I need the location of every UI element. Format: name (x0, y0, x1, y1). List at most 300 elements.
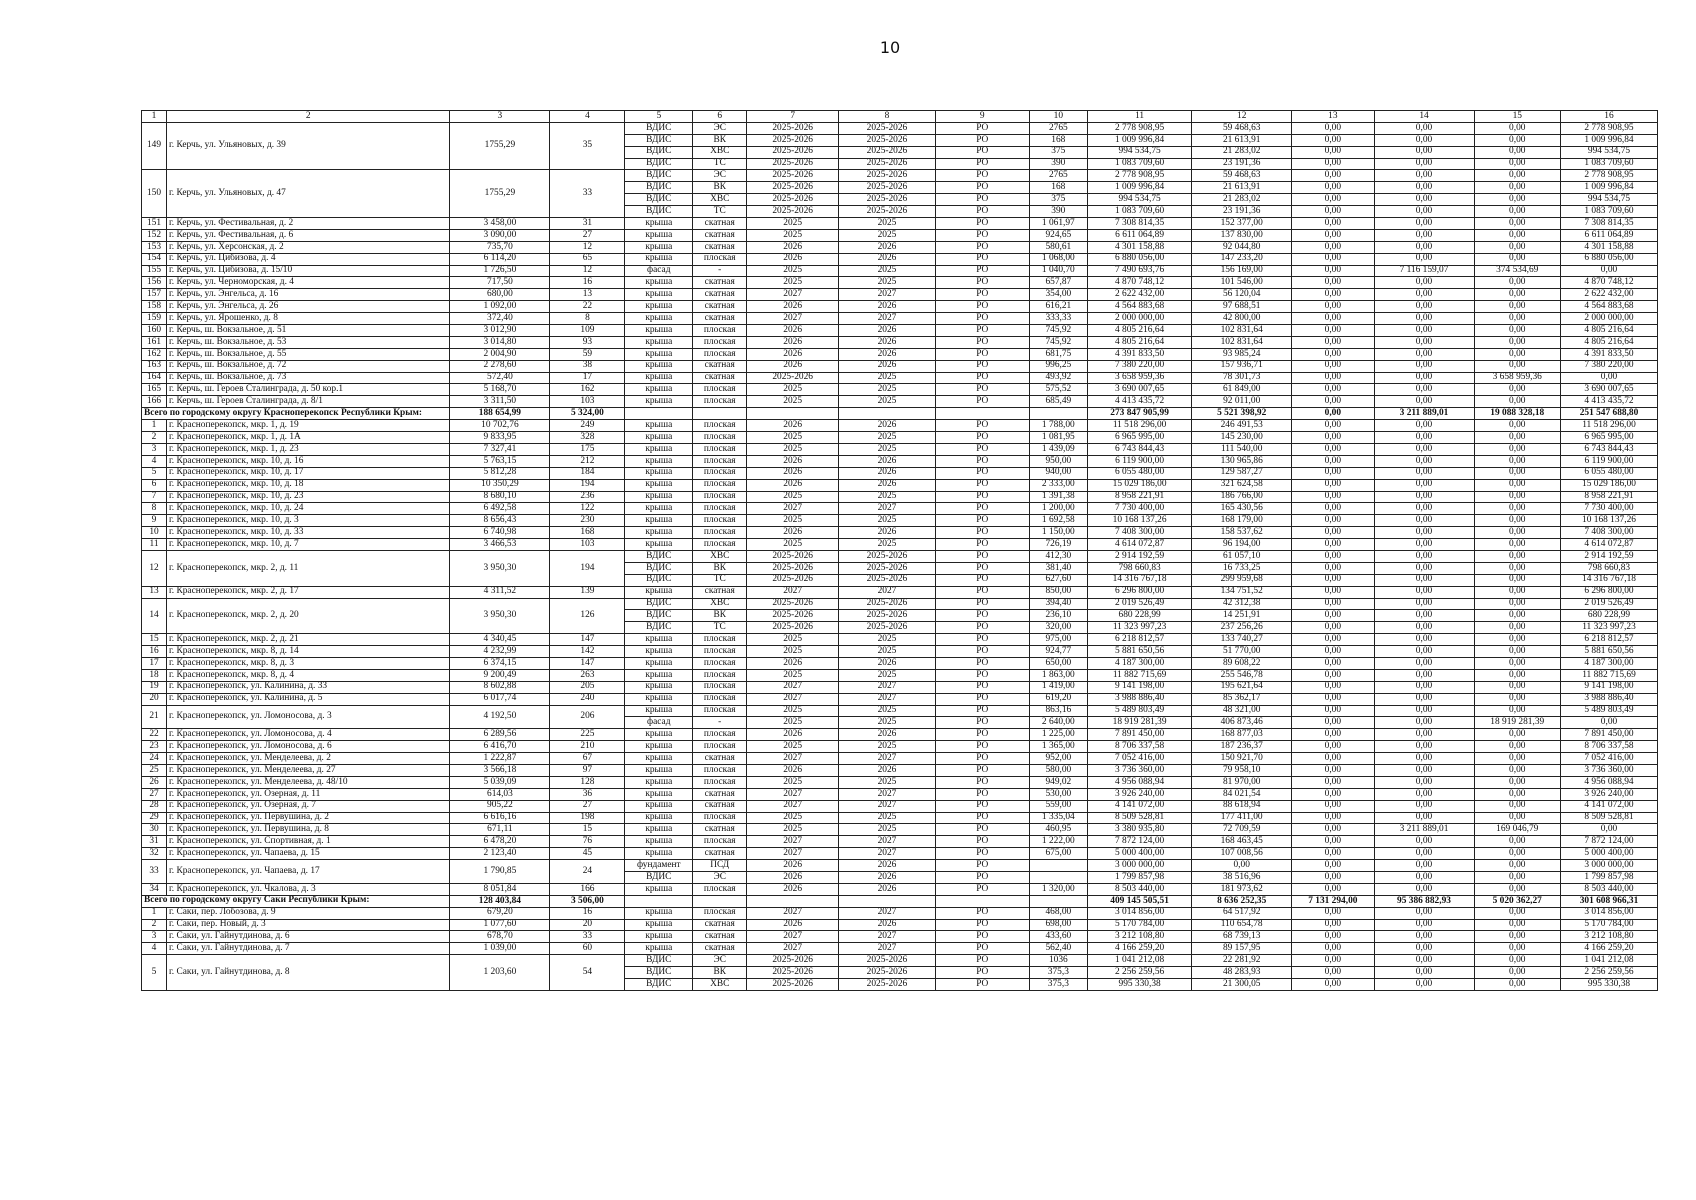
cell-source: РО (935, 443, 1029, 455)
cell-source: РО (935, 931, 1029, 943)
cell-cost-14: 0,00 (1374, 146, 1474, 158)
cell-residents: 35 (550, 122, 625, 170)
cell-year-end: 2027 (839, 693, 936, 705)
cell-element: ВДИС (625, 872, 693, 884)
cell-year-end: 2026 (839, 336, 936, 348)
cell-element: крыша (625, 824, 693, 836)
cell-cost-16: 1 799 857,98 (1560, 872, 1657, 884)
cell-cost-14: 0,00 (1374, 622, 1474, 634)
column-header-6: 6 (693, 111, 747, 123)
cell-source: РО (935, 705, 1029, 717)
cell-cost-13: 0,00 (1292, 241, 1374, 253)
cell-subtype: плоская (693, 503, 747, 515)
cell-year-end: 2025-2026 (839, 158, 936, 170)
cell-cost-13: 0,00 (1292, 467, 1374, 479)
cell-element: крыша (625, 336, 693, 348)
cell-source: РО (935, 919, 1029, 931)
cell-cost-15: 18 919 281,39 (1474, 717, 1560, 729)
cell-cost-14: 7 116 159,07 (1374, 265, 1474, 277)
cell-year-start: 2027 (747, 800, 839, 812)
cell-area: 3 311,50 (450, 396, 550, 408)
cell-year-start: 2025 (747, 634, 839, 646)
cell-cost-16: 2 019 526,49 (1560, 598, 1657, 610)
cell-volume: 650,00 (1029, 657, 1087, 669)
cell-element: крыша (625, 943, 693, 955)
cell-cost-sk: 84 021,54 (1192, 788, 1292, 800)
cell-cost-15: 0,00 (1474, 432, 1560, 444)
cell-address: г. Красноперекопск, мкр. 10, д. 18 (167, 479, 450, 491)
cell-area: 678,70 (450, 931, 550, 943)
total-cost-sk: 5 521 398,92 (1192, 408, 1292, 420)
cell-residents: 205 (550, 681, 625, 693)
table-row (142, 432, 1658, 444)
cell-cost-sk: 133 740,27 (1192, 634, 1292, 646)
cell-subtype: плоская (693, 432, 747, 444)
cell-cost-total: 2 256 259,56 (1088, 967, 1192, 979)
cell-year-start: 2025-2026 (747, 158, 839, 170)
cell-subtype: скатная (693, 586, 747, 598)
cell-cost-sk: 195 621,64 (1192, 681, 1292, 693)
cell-row-number: 8 (142, 503, 167, 515)
cell-address: г. Керчь, ул. Ульяновых, д. 47 (167, 170, 450, 218)
cell-volume: 236,10 (1029, 610, 1087, 622)
cell-volume: 657,87 (1029, 277, 1087, 289)
cell-year-end: 2026 (839, 872, 936, 884)
cell-row-number: 22 (142, 729, 167, 741)
cell-element: фасад (625, 717, 693, 729)
cell-residents: 168 (550, 527, 625, 539)
cell-residents: 128 (550, 776, 625, 788)
cell-residents: 15 (550, 824, 625, 836)
cell-cost-sk: 85 362,17 (1192, 693, 1292, 705)
cell-cost-total: 4 564 883,68 (1088, 301, 1192, 313)
cell-cost-16: 4 413 435,72 (1560, 396, 1657, 408)
cell-cost-14: 0,00 (1374, 741, 1474, 753)
cell-cost-14: 0,00 (1374, 550, 1474, 562)
cell-subtype: ЭС (693, 122, 747, 134)
total-year-start (747, 408, 839, 420)
cell-year-start: 2025 (747, 646, 839, 658)
cell-volume: 952,00 (1029, 753, 1087, 765)
cell-row-number: 28 (142, 800, 167, 812)
cell-cost-15: 0,00 (1474, 241, 1560, 253)
cell-cost-13: 0,00 (1292, 515, 1374, 527)
cell-subtype: скатная (693, 229, 747, 241)
cell-year-end: 2025 (839, 646, 936, 658)
cell-row-number: 16 (142, 646, 167, 658)
cell-cost-15: 0,00 (1474, 348, 1560, 360)
cell-cost-16: 6 296 800,00 (1560, 586, 1657, 598)
cell-area: 735,70 (450, 241, 550, 253)
cell-cost-16: 3 736 360,00 (1560, 764, 1657, 776)
cell-year-end: 2025 (839, 384, 936, 396)
cell-year-end: 2026 (839, 253, 936, 265)
cell-element: крыша (625, 693, 693, 705)
cell-address: г. Саки, ул. Гайнутдинова, д. 6 (167, 931, 450, 943)
cell-cost-15: 0,00 (1474, 979, 1560, 991)
cell-cost-sk: 64 517,92 (1192, 907, 1292, 919)
cell-subtype: ТС (693, 158, 747, 170)
cell-subtype: ПСД (693, 860, 747, 872)
cell-area: 6 740,98 (450, 527, 550, 539)
cell-address: г. Красноперекопск, ул. Первушина, д. 8 (167, 824, 450, 836)
cell-cost-sk: 48 283,93 (1192, 967, 1292, 979)
cell-source: РО (935, 717, 1029, 729)
cell-cost-14: 0,00 (1374, 527, 1474, 539)
cell-cost-14: 0,00 (1374, 883, 1474, 895)
table-row (142, 824, 1658, 836)
cell-subtype: ВК (693, 967, 747, 979)
total-row (142, 895, 1658, 907)
cell-cost-14: 0,00 (1374, 229, 1474, 241)
cell-cost-13: 0,00 (1292, 194, 1374, 206)
cell-area: 8 656,43 (450, 515, 550, 527)
cell-cost-sk: 186 766,00 (1192, 491, 1292, 503)
cell-cost-14: 0,00 (1374, 396, 1474, 408)
cell-cost-14: 0,00 (1374, 539, 1474, 551)
total-cost-15: 5 020 362,27 (1474, 895, 1560, 907)
cell-cost-13: 0,00 (1292, 800, 1374, 812)
cell-cost-16: 995 330,38 (1560, 979, 1657, 991)
cell-cost-14: 0,00 (1374, 348, 1474, 360)
cell-source: РО (935, 241, 1029, 253)
total-cost-13: 7 131 294,00 (1292, 895, 1374, 907)
cell-address: г. Керчь, ул. Фестивальная, д. 2 (167, 218, 450, 230)
cell-subtype: плоская (693, 729, 747, 741)
cell-residents: 109 (550, 325, 625, 337)
cell-subtype: плоская (693, 681, 747, 693)
cell-cost-13: 0,00 (1292, 229, 1374, 241)
cell-year-start: 2025-2026 (747, 170, 839, 182)
cell-cost-sk: 89 157,95 (1192, 943, 1292, 955)
cell-volume: 616,21 (1029, 301, 1087, 313)
cell-cost-13: 0,00 (1292, 764, 1374, 776)
cell-subtype: скатная (693, 218, 747, 230)
cell-residents: 103 (550, 396, 625, 408)
cell-cost-16: 14 316 767,18 (1560, 574, 1657, 586)
cell-cost-13: 0,00 (1292, 479, 1374, 491)
cell-volume: 940,00 (1029, 467, 1087, 479)
cell-cost-16: 0,00 (1560, 372, 1657, 384)
cell-area: 905,22 (450, 800, 550, 812)
cell-address: г. Красноперекопск, мкр. 2, д. 17 (167, 586, 450, 598)
cell-year-start: 2026 (747, 919, 839, 931)
cell-year-end: 2025 (839, 396, 936, 408)
cell-address: г. Красноперекопск, мкр. 1, д. 19 (167, 420, 450, 432)
cell-address: г. Керчь, ш. Вокзальное, д. 51 (167, 325, 450, 337)
cell-residents: 103 (550, 539, 625, 551)
cell-source: РО (935, 539, 1029, 551)
cell-cost-15: 0,00 (1474, 943, 1560, 955)
cell-address: г. Красноперекопск, мкр. 1, д. 23 (167, 443, 450, 455)
cell-volume: 975,00 (1029, 634, 1087, 646)
cell-row-number: 11 (142, 539, 167, 551)
cell-cost-total: 7 380 220,00 (1088, 360, 1192, 372)
cell-cost-13: 0,00 (1292, 289, 1374, 301)
cell-cost-13: 0,00 (1292, 550, 1374, 562)
cell-cost-total: 8 706 337,58 (1088, 741, 1192, 753)
cell-cost-15: 0,00 (1474, 539, 1560, 551)
cell-year-start: 2027 (747, 848, 839, 860)
cell-cost-15: 0,00 (1474, 134, 1560, 146)
cell-volume: 375,3 (1029, 979, 1087, 991)
cell-year-end: 2025 (839, 705, 936, 717)
cell-year-end: 2026 (839, 467, 936, 479)
cell-cost-15: 0,00 (1474, 919, 1560, 931)
cell-volume: 863,16 (1029, 705, 1087, 717)
cell-cost-total: 4 805 216,64 (1088, 336, 1192, 348)
cell-source: РО (935, 622, 1029, 634)
cell-volume: 745,92 (1029, 325, 1087, 337)
cell-cost-13: 0,00 (1292, 336, 1374, 348)
cell-address: г. Красноперекопск, мкр. 10, д. 23 (167, 491, 450, 503)
cell-element: крыша (625, 384, 693, 396)
cell-address: г. Керчь, ул. Ульяновых, д. 39 (167, 122, 450, 170)
cell-address: г. Керчь, ш. Героев Сталинграда, д. 8/1 (167, 396, 450, 408)
cell-cost-13: 0,00 (1292, 455, 1374, 467)
cell-cost-13: 0,00 (1292, 170, 1374, 182)
cell-row-number: 6 (142, 479, 167, 491)
page-number: 10 (879, 38, 901, 57)
cell-volume: 924,77 (1029, 646, 1087, 658)
cell-year-start: 2025 (747, 812, 839, 824)
cell-cost-total: 3 926 240,00 (1088, 788, 1192, 800)
table-row (142, 586, 1658, 598)
cell-cost-13: 0,00 (1292, 503, 1374, 515)
cell-address: г. Красноперекопск, ул. Менделеева, д. 48/10 (167, 776, 450, 788)
cell-year-start: 2026 (747, 348, 839, 360)
cell-cost-15: 0,00 (1474, 705, 1560, 717)
cell-year-start: 2025 (747, 705, 839, 717)
cell-volume: 333,33 (1029, 313, 1087, 325)
cell-source: РО (935, 206, 1029, 218)
cell-year-end: 2026 (839, 455, 936, 467)
cell-cost-sk: 56 120,04 (1192, 289, 1292, 301)
cell-source: РО (935, 907, 1029, 919)
cell-address: г. Керчь, ш. Вокзальное, д. 73 (167, 372, 450, 384)
cell-year-start: 2025-2026 (747, 574, 839, 586)
column-header-12: 12 (1192, 111, 1292, 123)
cell-element: ВДИС (625, 610, 693, 622)
cell-element: крыша (625, 586, 693, 598)
cell-cost-16: 8 509 528,81 (1560, 812, 1657, 824)
cell-subtype: - (693, 265, 747, 277)
cell-cost-14: 0,00 (1374, 848, 1474, 860)
cell-subtype: плоская (693, 455, 747, 467)
cell-volume: 168 (1029, 134, 1087, 146)
cell-source: РО (935, 515, 1029, 527)
total-source (935, 408, 1029, 420)
cell-cost-14: 0,00 (1374, 634, 1474, 646)
cell-year-start: 2027 (747, 788, 839, 800)
cell-element: ВДИС (625, 134, 693, 146)
cell-cost-15: 0,00 (1474, 396, 1560, 408)
cell-cost-sk: 79 958,10 (1192, 764, 1292, 776)
cell-cost-total: 6 218 812,57 (1088, 634, 1192, 646)
cell-address: г. Керчь, ул. Херсонская, д. 2 (167, 241, 450, 253)
cell-cost-total: 1 083 709,60 (1088, 158, 1192, 170)
cell-year-end: 2026 (839, 883, 936, 895)
cell-cost-14: 0,00 (1374, 432, 1474, 444)
column-header-5: 5 (625, 111, 693, 123)
cell-volume: 394,40 (1029, 598, 1087, 610)
cell-address: г. Красноперекопск, ул. Озерная, д. 7 (167, 800, 450, 812)
cell-cost-16: 798 660,83 (1560, 562, 1657, 574)
cell-source: РО (935, 646, 1029, 658)
cell-address: г. Красноперекопск, мкр. 10, д. 3 (167, 515, 450, 527)
cell-cost-total: 2 914 192,59 (1088, 550, 1192, 562)
cell-row-number: 155 (142, 265, 167, 277)
cell-address: г. Красноперекопск, ул. Ломоносова, д. 6 (167, 741, 450, 753)
cell-year-end: 2026 (839, 764, 936, 776)
table-row (142, 550, 1658, 562)
cell-subtype: ХВС (693, 598, 747, 610)
cell-cost-14: 0,00 (1374, 325, 1474, 337)
total-volume (1029, 408, 1087, 420)
cell-year-end: 2026 (839, 527, 936, 539)
cell-source: РО (935, 194, 1029, 206)
table-row (142, 313, 1658, 325)
cell-volume: 2765 (1029, 170, 1087, 182)
table-row (142, 788, 1658, 800)
cell-area: 8 680,10 (450, 491, 550, 503)
cell-source: РО (935, 860, 1029, 872)
cell-cost-14: 0,00 (1374, 194, 1474, 206)
cell-source: РО (935, 265, 1029, 277)
cell-area: 3 014,80 (450, 336, 550, 348)
cell-year-start: 2026 (747, 336, 839, 348)
cell-element: крыша (625, 491, 693, 503)
cell-cost-sk: 23 191,36 (1192, 158, 1292, 170)
cell-cost-13: 0,00 (1292, 432, 1374, 444)
cell-volume: 375 (1029, 146, 1087, 158)
cell-subtype: скатная (693, 372, 747, 384)
cell-cost-sk: 21 283,02 (1192, 146, 1292, 158)
cell-source: РО (935, 503, 1029, 515)
cell-volume: 627,60 (1029, 574, 1087, 586)
cell-cost-sk: 168 463,45 (1192, 836, 1292, 848)
cell-year-start: 2025-2026 (747, 967, 839, 979)
cell-cost-sk: 21 613,91 (1192, 134, 1292, 146)
cell-element: крыша (625, 657, 693, 669)
cell-source: РО (935, 883, 1029, 895)
cell-cost-16: 11 518 296,00 (1560, 420, 1657, 432)
cell-row-number: 14 (142, 598, 167, 634)
cell-year-end: 2027 (839, 943, 936, 955)
cell-source: РО (935, 348, 1029, 360)
cell-element: крыша (625, 218, 693, 230)
cell-cost-15: 0,00 (1474, 277, 1560, 289)
cell-cost-sk: 165 430,56 (1192, 503, 1292, 515)
cell-cost-total: 4 805 216,64 (1088, 325, 1192, 337)
cell-area: 7 327,41 (450, 443, 550, 455)
cell-row-number: 12 (142, 550, 167, 586)
table-row (142, 919, 1658, 931)
cell-element: крыша (625, 420, 693, 432)
cell-cost-sk: 88 618,94 (1192, 800, 1292, 812)
cell-cost-13: 0,00 (1292, 788, 1374, 800)
cell-cost-15: 0,00 (1474, 836, 1560, 848)
cell-cost-sk: 134 751,52 (1192, 586, 1292, 598)
cell-source: РО (935, 479, 1029, 491)
cell-residents: 20 (550, 919, 625, 931)
cell-year-end: 2027 (839, 800, 936, 812)
cell-year-end: 2026 (839, 860, 936, 872)
cell-cost-15: 0,00 (1474, 218, 1560, 230)
cell-year-end: 2026 (839, 420, 936, 432)
cell-row-number: 33 (142, 860, 167, 884)
cell-source: РО (935, 384, 1029, 396)
cell-year-end: 2027 (839, 753, 936, 765)
cell-element: крыша (625, 467, 693, 479)
cell-cost-sk: 42 800,00 (1192, 313, 1292, 325)
cell-cost-16: 1 083 709,60 (1560, 206, 1657, 218)
cell-cost-sk: 97 688,51 (1192, 301, 1292, 313)
cell-year-end: 2025 (839, 432, 936, 444)
cell-residents: 13 (550, 289, 625, 301)
cell-area: 8 051,84 (450, 883, 550, 895)
cell-cost-sk: 101 546,00 (1192, 277, 1292, 289)
cell-cost-13: 0,00 (1292, 681, 1374, 693)
cell-cost-16: 1 041 212,08 (1560, 955, 1657, 967)
cell-cost-total: 6 743 844,43 (1088, 443, 1192, 455)
total-year-start (747, 895, 839, 907)
cell-volume: 1 225,00 (1029, 729, 1087, 741)
cell-area: 1 726,50 (450, 265, 550, 277)
cell-cost-13: 0,00 (1292, 313, 1374, 325)
cell-residents: 38 (550, 360, 625, 372)
cell-residents: 27 (550, 229, 625, 241)
cell-cost-total: 7 730 400,00 (1088, 503, 1192, 515)
cell-cost-16: 15 029 186,00 (1560, 479, 1657, 491)
cell-cost-15: 0,00 (1474, 122, 1560, 134)
cell-subtype: плоская (693, 669, 747, 681)
cell-element: крыша (625, 741, 693, 753)
cell-row-number: 4 (142, 455, 167, 467)
cell-cost-16: 2 914 192,59 (1560, 550, 1657, 562)
cell-cost-13: 0,00 (1292, 919, 1374, 931)
cell-cost-16: 994 534,75 (1560, 194, 1657, 206)
cell-cost-14: 0,00 (1374, 598, 1474, 610)
cell-volume: 1 692,58 (1029, 515, 1087, 527)
cell-element: крыша (625, 634, 693, 646)
cell-cost-14: 0,00 (1374, 360, 1474, 372)
cell-cost-total: 7 052 416,00 (1088, 753, 1192, 765)
cell-residents: 162 (550, 384, 625, 396)
cell-volume: 1 788,00 (1029, 420, 1087, 432)
cell-year-end: 2025 (839, 539, 936, 551)
cell-source: РО (935, 574, 1029, 586)
cell-row-number: 19 (142, 681, 167, 693)
cell-cost-sk: 150 921,70 (1192, 753, 1292, 765)
cell-cost-13: 0,00 (1292, 717, 1374, 729)
total-cost-13: 0,00 (1292, 408, 1374, 420)
cell-cost-15: 0,00 (1474, 301, 1560, 313)
cell-cost-sk: 102 831,64 (1192, 336, 1292, 348)
cell-cost-16: 2 256 259,56 (1560, 967, 1657, 979)
cell-address: г. Красноперекопск, мкр. 10, д. 16 (167, 455, 450, 467)
cell-cost-sk: 81 970,00 (1192, 776, 1292, 788)
cell-cost-14: 0,00 (1374, 313, 1474, 325)
cell-element: крыша (625, 479, 693, 491)
table-row (142, 931, 1658, 943)
cell-year-start: 2026 (747, 467, 839, 479)
cell-cost-16: 6 880 056,00 (1560, 253, 1657, 265)
cell-year-end: 2025 (839, 812, 936, 824)
cell-year-end: 2026 (839, 301, 936, 313)
cell-cost-sk: 78 301,73 (1192, 372, 1292, 384)
cell-residents: 60 (550, 943, 625, 955)
